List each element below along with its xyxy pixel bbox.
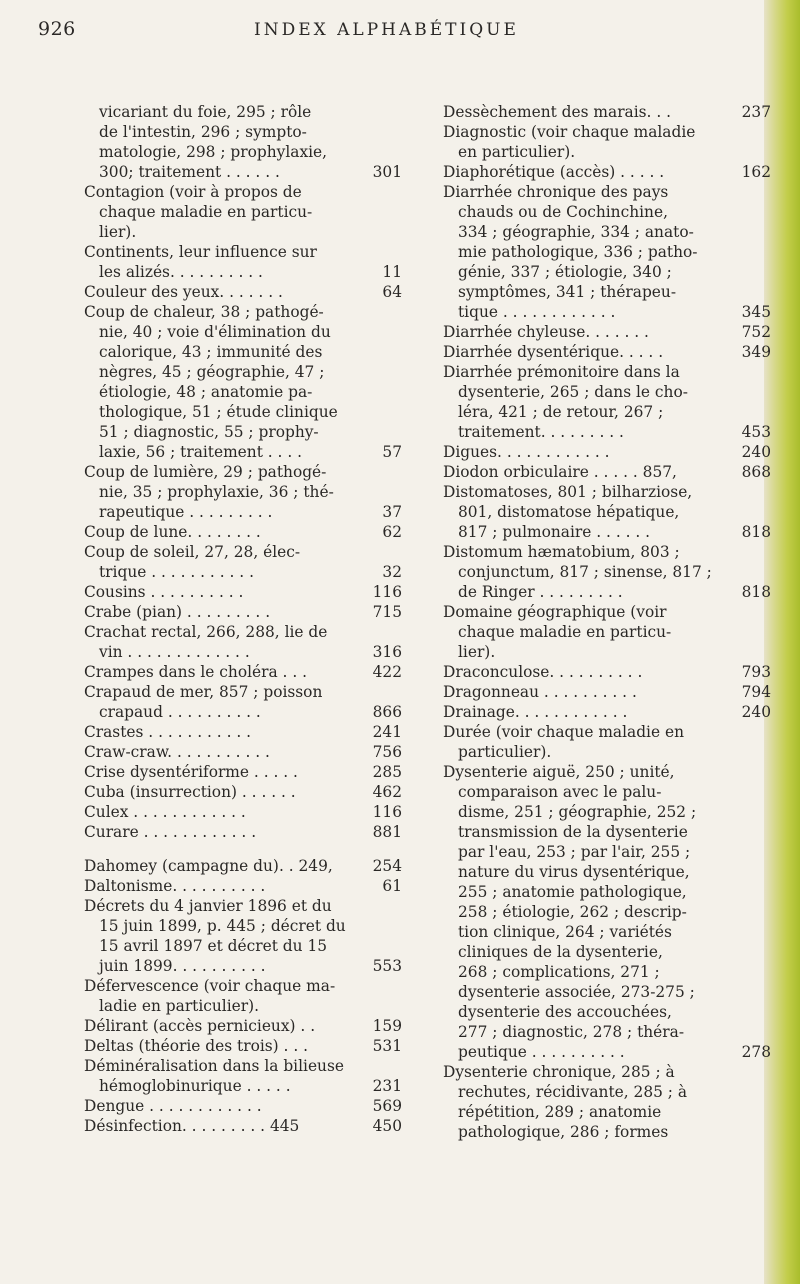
index-entry-continuation xyxy=(84,262,402,282)
index-entry xyxy=(443,1062,771,1082)
index-entry-continuation xyxy=(443,1042,771,1062)
index-entry-continuation xyxy=(443,802,771,822)
entry-page-ref: 240 xyxy=(741,443,771,461)
index-entry-continuation xyxy=(443,922,771,942)
index-entry-continuation xyxy=(84,162,402,182)
entry-text: dysenterie associée, 273-275 ; xyxy=(458,983,695,1001)
entry-text: comparaison avec le palu- xyxy=(458,783,662,801)
entry-text: nature du virus dysentérique, xyxy=(458,863,690,881)
index-entry-continuation xyxy=(443,502,771,522)
index-entry-continuation xyxy=(443,1122,771,1142)
index-entry xyxy=(443,102,771,122)
entry-text: Diarrhée dysentérique. . . . . xyxy=(443,343,664,361)
entry-text: symptômes, 341 ; thérapeu- xyxy=(458,283,677,301)
entry-text: Draconculose. . . . . . . . . . xyxy=(443,663,643,681)
entry-text: 15 juin 1899, p. 445 ; décret du xyxy=(99,917,346,935)
entry-text: Crachat rectal, 266, 288, lie de xyxy=(84,623,328,641)
entry-text: 51 ; diagnostic, 55 ; prophy- xyxy=(99,423,319,441)
entry-text: Dragonneau . . . . . . . . . . xyxy=(443,683,637,701)
entry-page-ref: 349 xyxy=(741,343,771,361)
entry-text: 268 ; complications, 271 ; xyxy=(458,963,660,981)
index-entry-continuation xyxy=(443,1002,771,1022)
entry-text: Dengue . . . . . . . . . . . . xyxy=(84,1097,262,1115)
entry-text: Craw-craw. . . . . . . . . . . xyxy=(84,743,270,761)
entry-page-ref: 316 xyxy=(372,643,402,661)
entry-text: Déminéralisation dans la bilieuse xyxy=(84,1057,344,1075)
index-entry xyxy=(84,1036,402,1056)
index-entry xyxy=(443,682,771,702)
index-entry-continuation xyxy=(443,622,771,642)
index-entry-continuation xyxy=(84,342,402,362)
entry-text: Cuba (insurrection) . . . . . . xyxy=(84,783,296,801)
index-entry-continuation xyxy=(443,562,771,582)
entry-text: Drainage. . . . . . . . . . . . xyxy=(443,703,628,721)
index-entry xyxy=(443,662,771,682)
index-entry-continuation xyxy=(443,982,771,1002)
entry-text: peutique . . . . . . . . . . xyxy=(458,1043,625,1061)
entry-text: Curare . . . . . . . . . . . . xyxy=(84,823,257,841)
index-entry xyxy=(84,182,402,202)
entry-text: Crabe (pian) . . . . . . . . . xyxy=(84,603,271,621)
index-entry-continuation xyxy=(443,942,771,962)
entry-page-ref: 231 xyxy=(372,1077,402,1095)
entry-text: Diarrhée prémonitoire dans la xyxy=(443,363,680,381)
entry-page-ref: 422 xyxy=(372,663,402,681)
entry-text: répétition, 289 ; anatomie xyxy=(458,1103,662,1121)
entry-page-ref: 37 xyxy=(382,503,402,521)
index-entry xyxy=(84,896,402,916)
index-entry-continuation xyxy=(84,1076,402,1096)
entry-page-ref: 866 xyxy=(372,703,402,721)
entry-text: lier). xyxy=(458,643,496,661)
entry-text: ladie en particulier). xyxy=(99,997,260,1015)
entry-text: dysenterie des accouchées, xyxy=(458,1003,672,1021)
index-entry-continuation xyxy=(84,482,402,502)
index-entry xyxy=(84,682,402,702)
entry-text: Crampes dans le choléra . . . xyxy=(84,663,308,681)
index-entry xyxy=(84,976,402,996)
entry-page-ref: 794 xyxy=(741,683,771,701)
index-entry xyxy=(84,856,402,876)
index-entry-continuation xyxy=(84,142,402,162)
entry-text: de l'intestin, 296 ; sympto- xyxy=(99,123,307,141)
entry-text: rapeutique . . . . . . . . . xyxy=(99,503,273,521)
entry-text: Coup de soleil, 27, 28, élec- xyxy=(84,543,301,561)
page-header xyxy=(0,18,800,50)
entry-text: juin 1899. . . . . . . . . . xyxy=(99,957,266,975)
entry-text: Dysenterie aiguë, 250 ; unité, xyxy=(443,763,675,781)
entry-page-ref: 868 xyxy=(741,463,771,481)
entry-text: hémoglobinurique . . . . . xyxy=(99,1077,291,1095)
index-entry-continuation xyxy=(443,782,771,802)
entry-text: 15 avril 1897 et décret du 15 xyxy=(99,937,328,955)
entry-page-ref: 793 xyxy=(741,663,771,681)
entry-text: crapaud . . . . . . . . . . xyxy=(99,703,261,721)
entry-page-ref: 462 xyxy=(372,783,402,801)
index-entry xyxy=(84,822,402,842)
entry-text: Diarrhée chyleuse. . . . . . . xyxy=(443,323,649,341)
entry-page-ref: 57 xyxy=(382,443,402,461)
entry-text: en particulier). xyxy=(458,143,576,161)
entry-text: vicariant du foie, 295 ; rôle xyxy=(99,103,312,121)
index-entry-continuation xyxy=(443,522,771,542)
entry-text: Crastes . . . . . . . . . . . xyxy=(84,723,252,741)
index-entry-continuation xyxy=(443,242,771,262)
entry-text: Dahomey (campagne du). . 249, xyxy=(84,857,333,875)
entry-page-ref: 531 xyxy=(372,1037,402,1055)
entry-text: disme, 251 ; géographie, 252 ; xyxy=(458,803,697,821)
entry-text: Délirant (accès pernicieux) . . xyxy=(84,1017,316,1035)
entry-text: Diagnostic (voir chaque maladie xyxy=(443,123,696,141)
entry-text: Durée (voir chaque maladie en xyxy=(443,723,684,741)
index-entry-continuation xyxy=(84,936,402,956)
entry-page-ref: 159 xyxy=(372,1017,402,1035)
index-entry xyxy=(84,782,402,802)
index-entry-continuation xyxy=(84,642,402,662)
entry-page-ref: 116 xyxy=(372,803,402,821)
entry-page-ref: 818 xyxy=(741,583,771,601)
index-entry-continuation xyxy=(443,742,771,762)
index-entry xyxy=(443,362,771,382)
index-entry xyxy=(443,122,771,142)
entry-text: Deltas (théorie des trois) . . . xyxy=(84,1037,309,1055)
entry-page-ref: 254 xyxy=(372,857,402,875)
entry-page-ref: 240 xyxy=(741,703,771,721)
entry-text: Contagion (voir à propos de xyxy=(84,183,302,201)
index-column-right xyxy=(443,102,771,1142)
entry-text: Diaphorétique (accès) . . . . . xyxy=(443,163,665,181)
entry-text: 255 ; anatomie pathologique, xyxy=(458,883,687,901)
entry-text: Coup de chaleur, 38 ; pathogé- xyxy=(84,303,324,321)
entry-page-ref: 32 xyxy=(382,563,402,581)
entry-page-ref: 345 xyxy=(741,303,771,321)
index-entry-continuation xyxy=(443,1102,771,1122)
page-number: 926 xyxy=(38,18,76,40)
index-entry xyxy=(84,762,402,782)
entry-text: Diarrhée chronique des pays xyxy=(443,183,669,201)
index-entry xyxy=(84,602,402,622)
running-head: INDEX ALPHABÉTIQUE xyxy=(254,20,519,40)
entry-text: Distomatoses, 801 ; bilharziose, xyxy=(443,483,693,501)
entry-text: étiologie, 48 ; anatomie pa- xyxy=(99,383,313,401)
index-entry-continuation xyxy=(443,822,771,842)
entry-text: thologique, 51 ; étude clinique xyxy=(99,403,338,421)
index-entry-continuation xyxy=(443,1022,771,1042)
index-entry xyxy=(84,1016,402,1036)
entry-text: Décrets du 4 janvier 1896 et du xyxy=(84,897,332,915)
entry-text: par l'eau, 253 ; par l'air, 255 ; xyxy=(458,843,691,861)
entry-page-ref: 285 xyxy=(372,763,402,781)
entry-text: Crise dysentériforme . . . . . xyxy=(84,763,298,781)
entry-text: Cousins . . . . . . . . . . xyxy=(84,583,244,601)
entry-page-ref: 62 xyxy=(382,523,402,541)
index-entry xyxy=(443,482,771,502)
entry-page-ref: 453 xyxy=(741,423,771,441)
index-entry xyxy=(84,1056,402,1076)
entry-text: Continents, leur influence sur xyxy=(84,243,317,261)
entry-text: Désinfection. . . . . . . . . 445 xyxy=(84,1117,300,1135)
entry-text: les alizés. . . . . . . . . . xyxy=(99,263,263,281)
entry-text: 277 ; diagnostic, 278 ; théra- xyxy=(458,1023,685,1041)
index-entry xyxy=(84,1116,402,1136)
index-entry-continuation xyxy=(443,302,771,322)
index-entry xyxy=(443,162,771,182)
entry-text: particulier). xyxy=(458,743,552,761)
index-entry-continuation xyxy=(84,362,402,382)
entry-text: lier). xyxy=(99,223,137,241)
entry-text: chauds ou de Cochinchine, xyxy=(458,203,668,221)
entry-text: 258 ; étiologie, 262 ; descrip- xyxy=(458,903,687,921)
entry-page-ref: 752 xyxy=(741,323,771,341)
entry-text: Culex . . . . . . . . . . . . xyxy=(84,803,246,821)
index-entry xyxy=(443,342,771,362)
entry-text: 300; traitement . . . . . . xyxy=(99,163,280,181)
index-entry xyxy=(84,542,402,562)
entry-text: matologie, 298 ; prophylaxie, xyxy=(99,143,328,161)
index-entry-continuation xyxy=(84,102,402,122)
entry-page-ref: 278 xyxy=(741,1043,771,1061)
index-entry xyxy=(84,802,402,822)
index-entry-continuation xyxy=(443,282,771,302)
entry-page-ref: 116 xyxy=(372,583,402,601)
entry-page-ref: 301 xyxy=(372,163,402,181)
entry-text: Coup de lune. . . . . . . . xyxy=(84,523,261,541)
index-entry-continuation xyxy=(443,902,771,922)
entry-text: tique . . . . . . . . . . . . xyxy=(458,303,616,321)
index-entry-continuation xyxy=(84,442,402,462)
index-entry-continuation xyxy=(84,956,402,976)
index-entry xyxy=(443,442,771,462)
entry-page-ref: 715 xyxy=(372,603,402,621)
entry-page-ref: 756 xyxy=(372,743,402,761)
entry-text: Dysenterie chronique, 285 ; à xyxy=(443,1063,675,1081)
entry-text: de Ringer . . . . . . . . . xyxy=(458,583,623,601)
entry-text: transmission de la dysenterie xyxy=(458,823,688,841)
entry-text: vin . . . . . . . . . . . . . xyxy=(99,643,250,661)
entry-page-ref: 11 xyxy=(382,263,402,281)
index-entry xyxy=(443,602,771,622)
entry-text: chaque maladie en particu- xyxy=(99,203,313,221)
entry-text: pathologique, 286 ; formes xyxy=(458,1123,669,1141)
index-entry-continuation xyxy=(84,702,402,722)
entry-page-ref: 818 xyxy=(741,523,771,541)
index-column-left xyxy=(84,102,402,1136)
entry-text: nie, 35 ; prophylaxie, 36 ; thé- xyxy=(99,483,334,501)
entry-page-ref: 237 xyxy=(741,103,771,121)
index-entry-continuation xyxy=(443,882,771,902)
entry-text: Distomum hæmatobium, 803 ; xyxy=(443,543,680,561)
index-entry-continuation xyxy=(84,502,402,522)
entry-text: Digues. . . . . . . . . . . . xyxy=(443,443,610,461)
index-entry-continuation xyxy=(443,382,771,402)
entry-page-ref: 64 xyxy=(382,283,402,301)
entry-text: Défervescence (voir chaque ma- xyxy=(84,977,336,995)
index-entry-continuation xyxy=(443,202,771,222)
index-entry-continuation xyxy=(443,1082,771,1102)
index-entry xyxy=(84,622,402,642)
entry-text: nie, 40 ; voie d'élimination du xyxy=(99,323,331,341)
entry-page-ref: 61 xyxy=(382,877,402,895)
index-entry-continuation xyxy=(443,862,771,882)
index-entry-continuation xyxy=(443,422,771,442)
index-entry-continuation xyxy=(84,916,402,936)
entry-text: 801, distomatose hépatique, xyxy=(458,503,680,521)
index-entry xyxy=(443,762,771,782)
index-entry-continuation xyxy=(84,422,402,442)
index-entry xyxy=(84,282,402,302)
index-entry xyxy=(84,242,402,262)
index-entry xyxy=(443,722,771,742)
entry-text: tion clinique, 264 ; variétés xyxy=(458,923,672,941)
entry-text: Daltonisme. . . . . . . . . . xyxy=(84,877,266,895)
entry-page-ref: 241 xyxy=(372,723,402,741)
entry-text: 817 ; pulmonaire . . . . . . xyxy=(458,523,651,541)
index-entry-continuation xyxy=(443,842,771,862)
entry-page-ref: 162 xyxy=(741,163,771,181)
entry-text: 334 ; géographie, 334 ; anato- xyxy=(458,223,694,241)
index-entry-continuation xyxy=(84,382,402,402)
entry-text: chaque maladie en particu- xyxy=(458,623,672,641)
index-entry xyxy=(84,722,402,742)
index-entry xyxy=(84,1096,402,1116)
index-entry-continuation xyxy=(84,996,402,1016)
index-entry xyxy=(84,462,402,482)
index-entry xyxy=(443,462,771,482)
index-entry xyxy=(84,876,402,896)
entry-text: Dessèchement des marais. . . xyxy=(443,103,672,121)
entry-text: Crapaud de mer, 857 ; poisson xyxy=(84,683,323,701)
index-entry xyxy=(443,182,771,202)
entry-text: génie, 337 ; étiologie, 340 ; xyxy=(458,263,672,281)
index-entry-continuation xyxy=(84,202,402,222)
entry-page-ref: 569 xyxy=(372,1097,402,1115)
index-entry-continuation xyxy=(443,222,771,242)
index-entry xyxy=(443,702,771,722)
entry-text: Coup de lumière, 29 ; pathogé- xyxy=(84,463,327,481)
entry-text: nègres, 45 ; géographie, 47 ; xyxy=(99,363,325,381)
entry-text: trique . . . . . . . . . . . xyxy=(99,563,254,581)
index-entry xyxy=(84,302,402,322)
entry-text: cliniques de la dysenterie, xyxy=(458,943,663,961)
index-entry xyxy=(443,542,771,562)
index-entry xyxy=(84,662,402,682)
entry-text: laxie, 56 ; traitement . . . . xyxy=(99,443,303,461)
index-entry-continuation xyxy=(84,562,402,582)
entry-page-ref: 881 xyxy=(372,823,402,841)
index-entry-continuation xyxy=(443,962,771,982)
index-entry-continuation xyxy=(443,262,771,282)
entry-text: traitement. . . . . . . . . xyxy=(458,423,624,441)
index-entry-continuation xyxy=(84,322,402,342)
entry-text: Couleur des yeux. . . . . . . xyxy=(84,283,283,301)
index-entry xyxy=(443,322,771,342)
section-gap xyxy=(84,842,402,856)
index-entry xyxy=(84,742,402,762)
entry-page-ref: 450 xyxy=(372,1117,402,1135)
entry-text: dysenterie, 265 ; dans le cho- xyxy=(458,383,688,401)
entry-page-ref: 553 xyxy=(372,957,402,975)
index-entry-continuation xyxy=(84,222,402,242)
entry-text: léra, 421 ; de retour, 267 ; xyxy=(458,403,664,421)
index-entry-continuation xyxy=(84,122,402,142)
index-entry-continuation xyxy=(84,402,402,422)
index-entry-continuation xyxy=(443,142,771,162)
entry-text: rechutes, récidivante, 285 ; à xyxy=(458,1083,688,1101)
index-entry-continuation xyxy=(443,402,771,422)
index-entry xyxy=(84,522,402,542)
index-entry xyxy=(84,582,402,602)
entry-text: Diodon orbiculaire . . . . . 857, xyxy=(443,463,677,481)
entry-text: mie pathologique, 336 ; patho- xyxy=(458,243,698,261)
entry-text: Domaine géographique (voir xyxy=(443,603,667,621)
index-entry-continuation xyxy=(443,642,771,662)
index-entry-continuation xyxy=(443,582,771,602)
entry-text: conjunctum, 817 ; sinense, 817 ; xyxy=(458,563,712,581)
entry-text: calorique, 43 ; immunité des xyxy=(99,343,323,361)
